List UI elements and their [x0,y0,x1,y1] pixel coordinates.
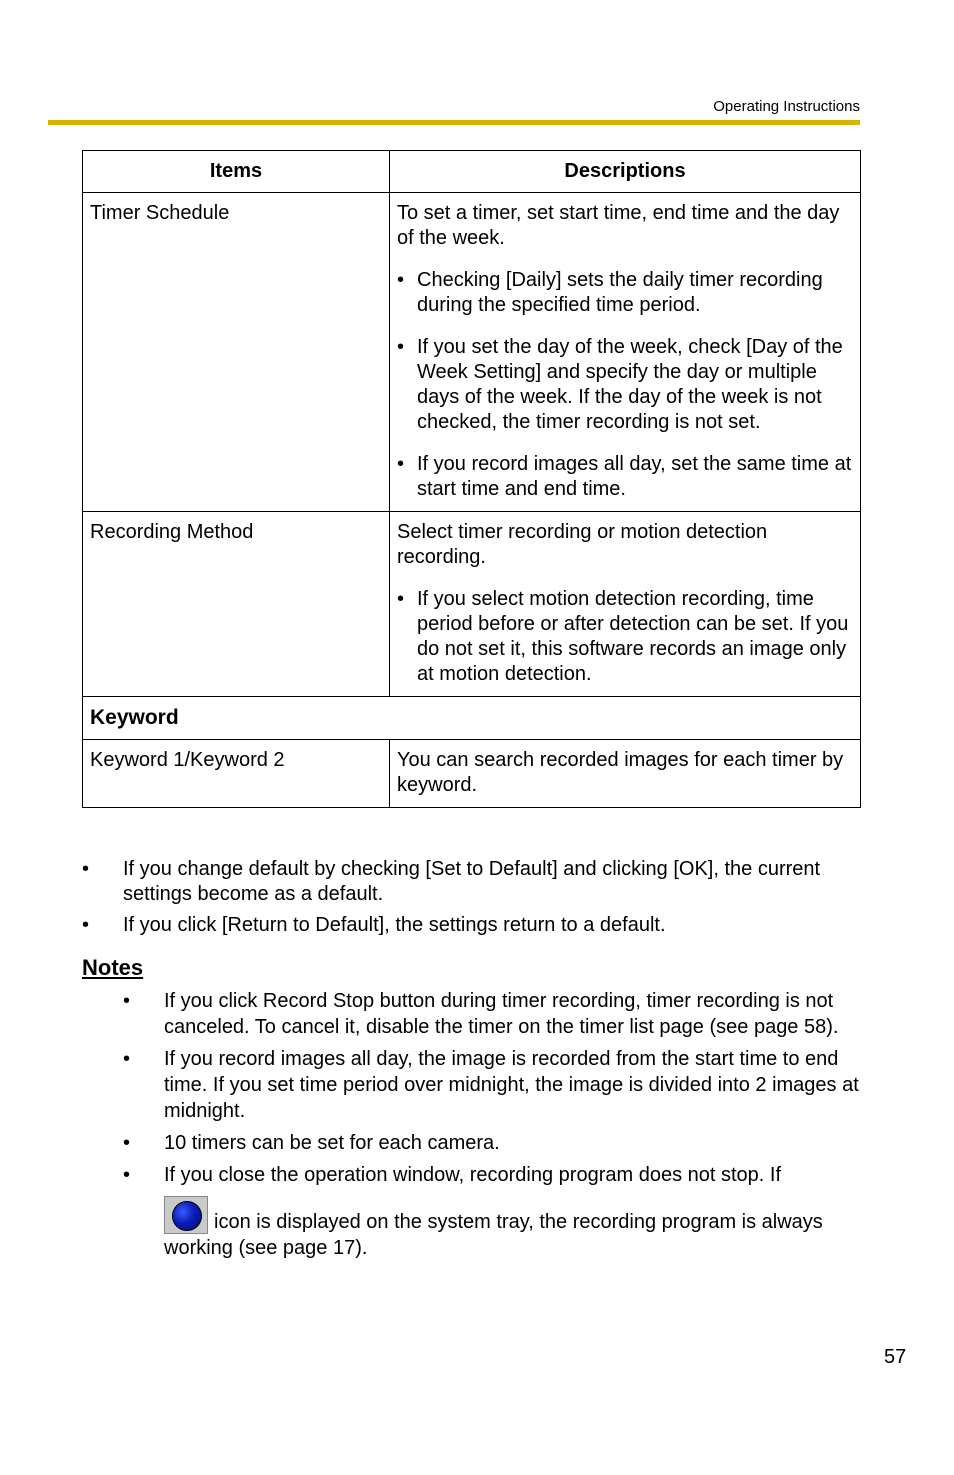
bullet-text: If you select motion detection recording, time period before or after detection can be set. If you do not set it, this software records an image only at motion detection. [417,588,849,685]
table-row [83,740,861,808]
description-bullet [397,335,853,435]
column-header-items: Items [83,151,390,193]
bullet-mark: • [82,858,90,880]
bullet-mark: • [123,1048,131,1070]
note-item [123,1046,861,1124]
item-cell: Recording Method [83,512,390,697]
description-bullet [397,268,853,318]
blue-ball-icon [172,1201,202,1231]
table-row [83,193,861,512]
page-number: 57 [884,1346,907,1368]
list-item-text: If you click [Return to Default], the settings return to a default. [123,914,666,936]
note-text: If you click Record Stop button during timer recording, timer recording is not canceled. To cancel it, disable the timer on the timer list page (see page 58). [164,990,839,1038]
bullet-mark: • [397,269,405,291]
bullet-mark: • [123,1132,131,1154]
bullet-text: If you record images all day, set the same time at start time and end time. [417,453,852,500]
tray-icon-line [164,1196,861,1261]
list-item-text: If you change default by checking [Set to Default] and clicking [OK], the current settings become as a default. [123,858,821,905]
description-bullet [397,587,853,687]
note-text: If you record images all day, the image is recorded from the start time to end time. If you set time period over midnight, the image is divided into 2 images at midnight. [164,1048,859,1122]
table-row [83,512,861,697]
bullet-mark: • [123,990,131,1012]
description-cell: You can search recorded images for each timer by keyword. [390,740,861,808]
recording-tray-icon [164,1196,208,1234]
section-heading-keyword: Keyword [83,697,861,740]
description-bullet [397,452,853,502]
header-rule [48,120,860,125]
bullet-mark: • [123,1164,131,1186]
table-section-row [83,697,861,740]
note-item [123,988,861,1040]
item-cell: Keyword 1/Keyword 2 [83,740,390,808]
item-cell: Timer Schedule [83,193,390,512]
description-text: Select timer recording or motion detection recording. [397,521,768,568]
description-cell [390,512,861,697]
bullet-mark: • [397,588,405,610]
note-text: 10 timers can be set for each camera. [164,1132,500,1154]
running-header: Operating Instructions [713,98,860,115]
description-cell [390,193,861,512]
notes-heading: Notes [82,955,144,980]
table-header-row [83,151,861,193]
bullet-text: If you set the day of the week, check [Day of the Week Setting] and specify the day or multiple days of the week. If the day of the week is not checked, the timer recording is not set. [417,336,843,433]
note-item [123,1130,861,1156]
description-text: To set a timer, set start time, end time and the day of the week. [397,202,840,249]
list-item [82,913,862,938]
default-settings-list [82,857,862,944]
note-text: icon is displayed on the system tray, the recording program is always working (see page 17). [164,1211,823,1259]
bullet-mark: • [82,914,90,936]
items-table [82,150,861,808]
list-item [82,857,862,907]
column-header-descriptions: Descriptions [390,151,861,193]
note-text: If you close the operation window, recording program does not stop. If [164,1164,782,1186]
notes-list [123,988,861,1267]
bullet-mark: • [397,336,405,358]
note-item [123,1162,861,1261]
bullet-text: Checking [Daily] sets the daily timer recording during the specified time period. [417,269,823,316]
bullet-mark: • [397,453,405,475]
